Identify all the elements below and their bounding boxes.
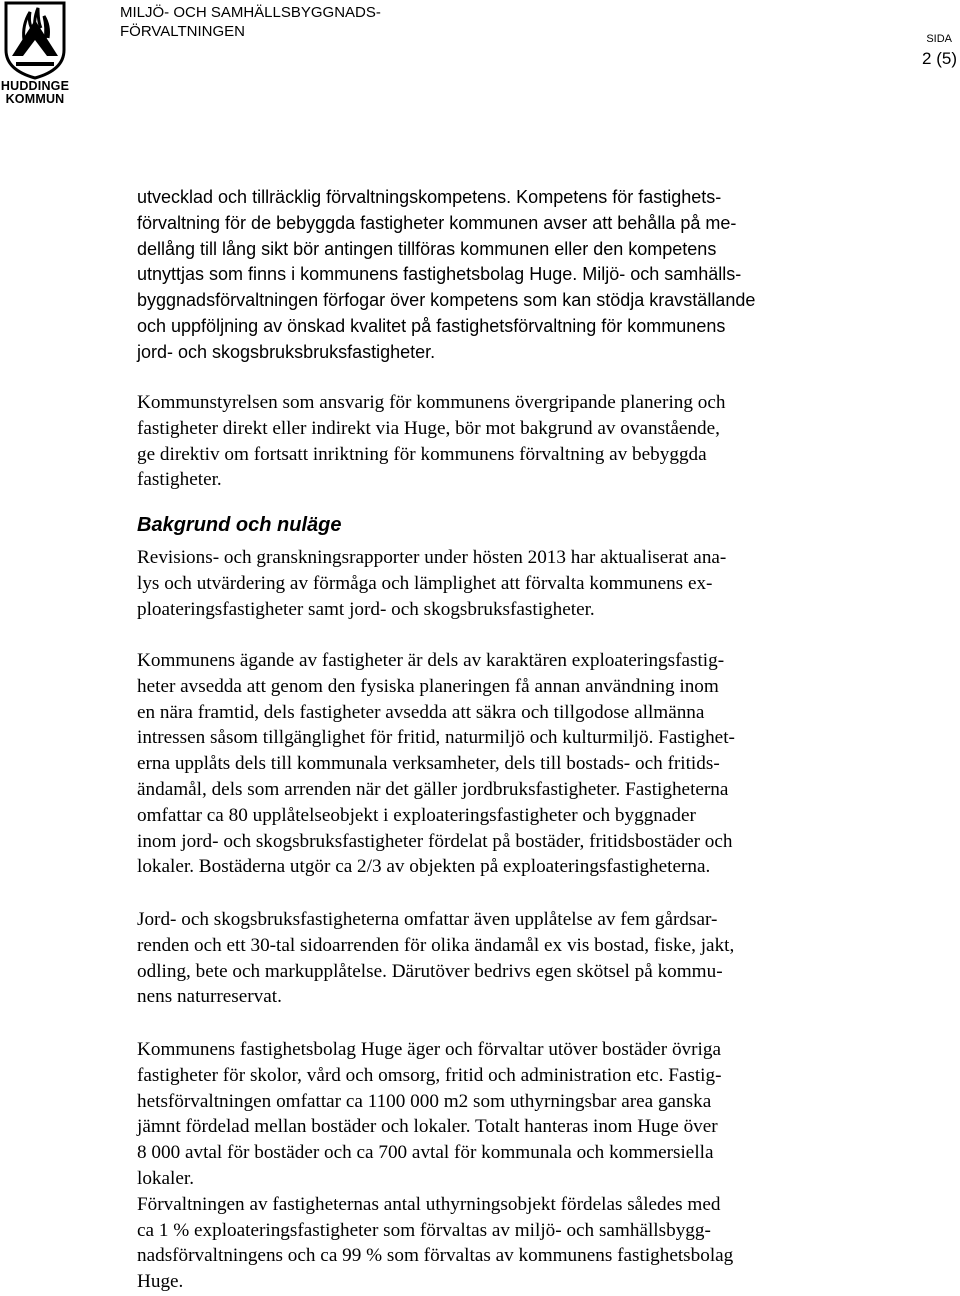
- text-line: nens naturreservat.: [137, 986, 282, 1008]
- text-line: nadsförvaltningens och ca 99 % som förvaltas av kommunens fastighetsbolag: [137, 1245, 734, 1267]
- text-line: Huge.: [137, 1271, 184, 1293]
- text-line: omfattar ca 80 upplåtelseobjekt i exploateringsfastigheter och byggnader: [137, 804, 696, 826]
- text-line: intressen såsom tillgänglighet för fritid, naturmiljö och kulturmiljö. Fastighet-: [137, 727, 735, 749]
- text-line: inom jord- och skogsbruksfastigheter fördelat på bostäder, fritidsbostäder och: [137, 830, 733, 852]
- text-line: lokaler.: [137, 1167, 195, 1189]
- text-line: förvaltning för de bebyggda fastigheter kommunen avser att behålla på me-: [137, 212, 737, 233]
- text-line: ändamål, dels som arrenden när det gäller jordbruksfastigheter. Fastigheterna: [137, 778, 729, 800]
- text-line: hetsförvaltningen omfattar ca 1100 000 m2 som uthyrningsbar area ganska: [137, 1090, 712, 1112]
- text-line: ge direktiv om fortsatt inriktning för kommunens förvaltning av bebyggda: [137, 443, 707, 465]
- text-line: heter avsedda att genom den fysiska planeringen få annan användning inom: [137, 675, 719, 697]
- text-line: jord- och skogsbruksbruksfastigheter.: [137, 341, 436, 362]
- text-line: Förvaltningen av fastigheternas antal uthyrningsobjekt fördelas således med: [137, 1193, 721, 1215]
- text-line: Kommunens ägande av fastigheter är dels av karaktären exploateringsfastig-: [137, 650, 725, 671]
- text-line: fastigheter.: [137, 469, 222, 491]
- text-line: en nära framtid, dels fastigheter avsedda att säkra och tillgodose allmänna: [137, 701, 705, 723]
- text-line: erna upplåts dels till kommunala verksamheter, dels till bostads- och fritids-: [137, 753, 720, 775]
- paragraph-leases: [137, 907, 847, 1010]
- paragraph-huge: [137, 1037, 847, 1295]
- paragraph-directive: [137, 390, 847, 493]
- text-line: Jord- och skogsbruksfastigheterna omfattar även upplåtelse av fem gårdsar-: [137, 909, 718, 930]
- text-line: fastigheter direkt eller indirekt via Huge, bör mot bakgrund av ovanstående,: [137, 417, 720, 439]
- text-line: Kommunstyrelsen som ansvarig för kommunens övergripande planering och: [137, 392, 726, 413]
- section-heading: Bakgrund och nuläge: [137, 514, 342, 536]
- text-line: och uppföljning av önskad kvalitet på fastighetsförvaltning för kommunens: [137, 315, 726, 336]
- page-number: 2 (5): [922, 49, 957, 68]
- logo-text-line: HUDDINGE: [0, 79, 70, 93]
- text-line: utvecklad och tillräcklig förvaltningskompetens. Kompetens för fastighets-: [137, 187, 722, 207]
- coat-of-arms-icon: [0, 0, 70, 80]
- text-line: odling, bete och markupplåtelse. Därutöver bedrivs egen skötsel på kommu-: [137, 960, 723, 982]
- text-line: Kommunens fastighetsbolag Huge äger och förvaltar utöver bostäder övriga: [137, 1039, 721, 1060]
- text-line: lokaler. Bostäderna utgör ca 2/3 av objekten på exploateringsfastigheterna.: [137, 856, 711, 878]
- text-line: utnyttjas som finns i kommunens fastighetsbolag Huge. Miljö- och samhälls-: [137, 264, 742, 285]
- department-line: MILJÖ- OCH SAMHÄLLSBYGGNADS-: [120, 4, 381, 21]
- text-line: ca 1 % exploateringsfastigheter som förvaltas av miljö- och samhällsbygg-: [137, 1219, 711, 1241]
- logo-text-line: KOMMUN: [5, 92, 65, 106]
- text-line: ploateringsfastigheter samt jord- och skogsbruksfastigheter.: [137, 598, 595, 620]
- paragraph-competence: [137, 185, 847, 366]
- text-line: fastigheter för skolor, vård och omsorg, fritid och administration etc. Fastig-: [137, 1064, 722, 1086]
- huddinge-logo: [0, 0, 70, 108]
- text-line: renden och ett 30-tal sidoarrenden för olika ändamål ex vis bostad, fiske, jakt,: [137, 934, 735, 956]
- paragraph-ownership: [137, 648, 847, 880]
- department-line: FÖRVALTNINGEN: [120, 23, 246, 40]
- department-name: [120, 3, 381, 41]
- text-line: byggnadsförvaltningen förfogar över kompetens som kan stödja kravställande: [137, 290, 756, 311]
- text-line: lys och utvärdering av förmåga och lämplighet att förvalta kommunens ex-: [137, 572, 713, 594]
- text-line: 8 000 avtal för bostäder och ca 700 avtal för kommunala och kommersiella: [137, 1142, 714, 1164]
- municipality-name: [0, 80, 70, 106]
- text-line: Revisions- och granskningsrapporter under hösten 2013 har aktualiserat ana-: [137, 547, 727, 568]
- text-line: jämnt fördelad mellan bostäder och lokaler. Totalt hanteras inom Huge över: [137, 1116, 718, 1138]
- paragraph-reports: [137, 545, 847, 622]
- page-label: SIDA: [926, 33, 952, 45]
- text-line: dellång till lång sikt bör antingen tillföras kommunen eller den kompetens: [137, 238, 717, 259]
